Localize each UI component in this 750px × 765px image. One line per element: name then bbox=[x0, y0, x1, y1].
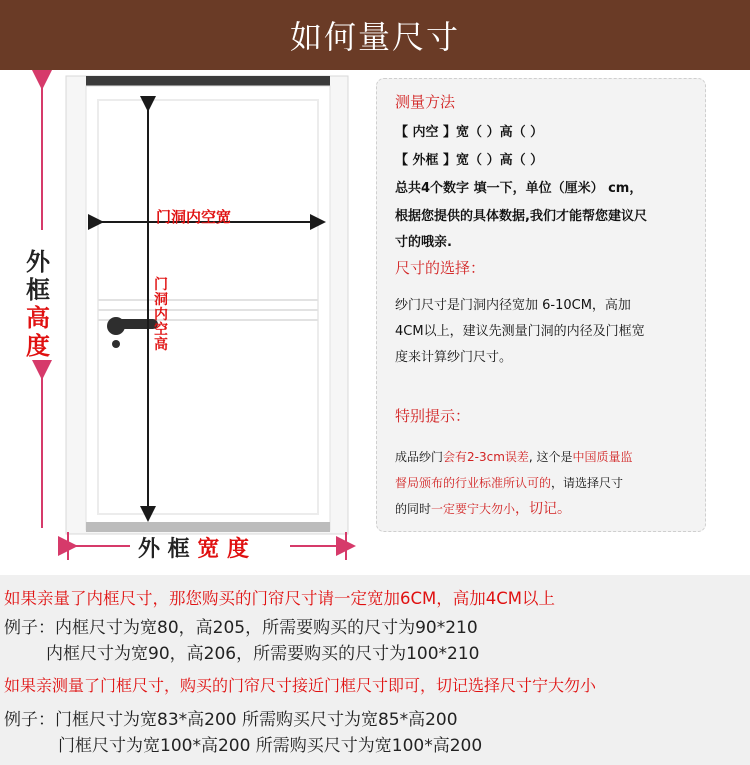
inner-width-label: 门洞内空宽 bbox=[156, 208, 232, 226]
notice-line-1 bbox=[395, 445, 695, 470]
door-diagram bbox=[0, 70, 368, 570]
notice-1b: 会有2-3cm误差 bbox=[443, 450, 529, 464]
notice-3c: ，切记。 bbox=[515, 501, 572, 517]
door-illustration bbox=[0, 70, 368, 570]
size-choice-line-2: 4CM以上，建议先测量门洞的内径及门框宽 bbox=[395, 324, 645, 339]
notice-title: 特别提示： bbox=[395, 407, 471, 425]
door-handle bbox=[110, 319, 158, 329]
inner-example-2: 内框尺寸为宽90，高206，所需要购买的尺寸为100*210 bbox=[46, 644, 480, 664]
inner-height-char-2: 洞 bbox=[154, 292, 168, 308]
size-choice-line-3: 度来计算纱门尺寸。 bbox=[395, 350, 513, 365]
bottom-examples bbox=[0, 575, 750, 765]
outer-width-text-a: 外 框 bbox=[138, 537, 190, 562]
door-panel bbox=[86, 86, 330, 530]
notice-1d: 中国质量监 bbox=[572, 450, 633, 464]
outer-height-label-a bbox=[26, 248, 50, 304]
notice-line-2 bbox=[395, 471, 695, 496]
size-choice-title: 尺寸的选择： bbox=[395, 259, 486, 277]
measure-outer-line: 【 外框 】宽（ ）高（ ） bbox=[395, 153, 544, 168]
measure-desc-1: 总共4个数字 填一下，单位（厘米） cm， bbox=[395, 181, 643, 196]
measurement-instructions-box bbox=[376, 78, 706, 532]
notice-line-3 bbox=[395, 497, 695, 522]
measure-desc-2: 根据您提供的具体数据,我们才能帮您建议尺 bbox=[395, 209, 647, 224]
outer-frame-rule: 如果亲测量了门框尺寸，购买的门帘尺寸接近门框尺寸即可，切记选择尺寸宁大勿小 bbox=[4, 676, 597, 695]
inner-height-char-3: 内 bbox=[154, 307, 168, 323]
header-bar bbox=[0, 0, 750, 70]
measure-inner-line: 【 内空 】宽（ ）高（ ） bbox=[395, 125, 544, 140]
outer-height-label-b bbox=[26, 304, 50, 360]
inner-height-char-5: 高 bbox=[154, 337, 168, 353]
top-frame-shadow bbox=[86, 76, 330, 86]
door-floor bbox=[86, 522, 330, 532]
page-title: 如何量尺寸 bbox=[289, 18, 460, 56]
inner-example-1: 例子：内框尺寸为宽80，高205，所需要购买的尺寸为90*210 bbox=[4, 618, 478, 638]
inner-height-label bbox=[154, 278, 168, 353]
notice-2b: ，请选择尺寸 bbox=[551, 476, 624, 490]
outer-height-char-1: 外 bbox=[26, 248, 50, 276]
notice-1a: 成品纱门 bbox=[395, 450, 444, 464]
notice-3b: 一定要宁大勿小 bbox=[431, 502, 516, 516]
outer-example-2: 门框尺寸为宽100*高200 所需购买尺寸为宽100*高200 bbox=[58, 736, 483, 756]
measure-desc-3: 寸的哦亲. bbox=[395, 235, 452, 250]
outer-height-char-4: 度 bbox=[26, 332, 50, 360]
notice-3a: 的同时 bbox=[395, 502, 432, 516]
door-lock bbox=[112, 340, 120, 348]
inner-height-char-4: 空 bbox=[154, 322, 168, 338]
notice-2a: 督局颁布的行业标准所认可的 bbox=[395, 476, 552, 490]
outer-width-label bbox=[138, 532, 249, 563]
inner-frame-rule: 如果亲量了内框尺寸，那您购买的门帘尺寸请一定宽加6CM，高加4CM以上 bbox=[4, 589, 556, 608]
inner-height-char-1: 门 bbox=[154, 277, 168, 293]
outer-example-1: 例子：门框尺寸为宽83*高200 所需购买尺寸为宽85*高200 bbox=[4, 710, 458, 730]
measure-title: 测量方法 bbox=[395, 93, 456, 111]
size-choice-line-1: 纱门尺寸是门洞内径宽加 6-10CM，高加 bbox=[395, 298, 631, 313]
outer-height-char-2: 框 bbox=[26, 276, 50, 304]
outer-width-text-b: 宽 度 bbox=[197, 537, 250, 562]
outer-height-char-3: 高 bbox=[26, 304, 50, 332]
notice-1c: , 这个是 bbox=[528, 450, 573, 464]
